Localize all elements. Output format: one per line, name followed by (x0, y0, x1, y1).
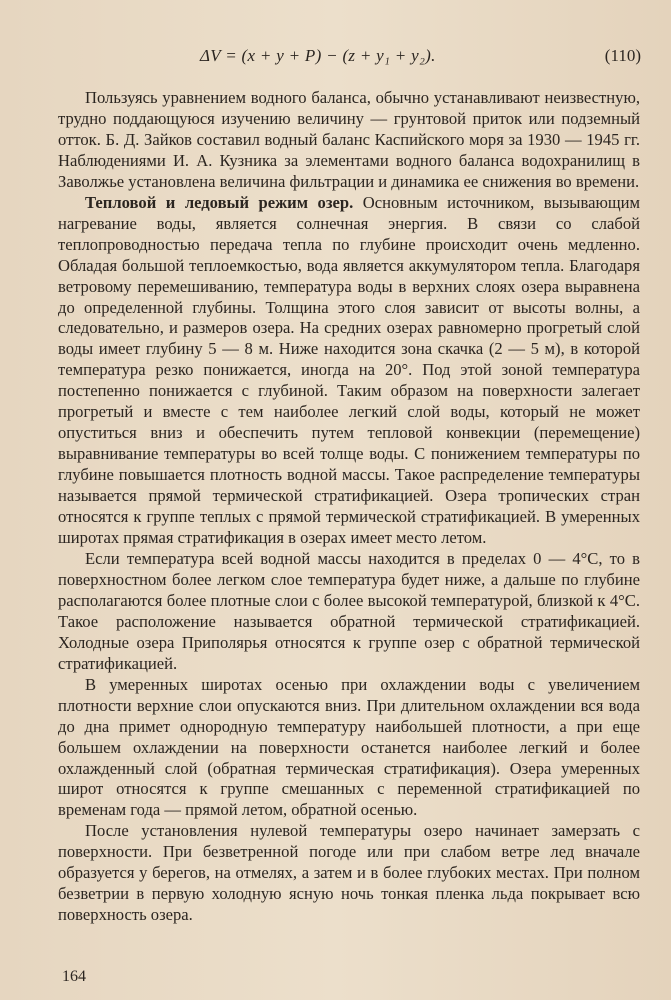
page-number: 164 (62, 968, 86, 985)
paragraph-text: В умеренных широтах осенью при охлаждении воды с увеличением плотности верхние слои опускаются вниз. При длительном охлаждении вся вода до дна примет однородную температуру наибольшей плотности, а при еще большем охлаждении на поверхности останется наиболее легкий и более охлажденный слой (обратная термическая стратификация). Озера умеренных широт относятся к группе смешанных с переменной стратификацией по временам года — прямой летом, обратной осенью. (58, 674, 640, 820)
paragraph (58, 821, 640, 926)
formula-number: (110) (604, 46, 641, 65)
formula-expression: ΔV = (x + y + P) − (z + y₁ + y₂). (200, 46, 436, 65)
paragraph-text: Если температура всей водной массы находится в пределах 0 — 4°С, то в поверхностном более легком слое температура будет ниже, а дальше по глубине располагаются более плотные слои с более высокой температурой, близкой к 4°С. Такое расположение называется обратной термической стратификацией. Холодные озера Приполярья относятся к группе озер с обратной термической стратификацией. (58, 548, 640, 673)
paragraph (58, 675, 640, 822)
paragraph-text: Основным источником, вызывающим нагревание воды, является солнечная энергия. В связи со слабой теплопроводностью передача тепла по глубине происходит очень медленно. Обладая большой теплоемкостью, вода является аккумулятором тепла. Благодаря ветровому перемешиванию, температура воды в верхних слоях озера выравнена до определенной глубины. Толщина этого слоя зависит от высоты волны, а следовательно, и размеров озера. На средних озерах равномерно прогретый слой воды имеет глубину 5 — 8 м. Ниже находится зона скачка (2 — 5 м), в которой температура резко понижается, иногда на 20°. Под этой зоной температура постепенно понижается с глубиной. Таким образом на поверхности залегает прогретый и вместе с тем наиболее легкий слой воды, который не может опуститься вниз и обеспечить путем тепловой конвекции (перемещение) выравнивание температуры во всей толще воды. С понижением температуры по глубине повышается плотность водной массы. Такое распределение температуры называется прямой термической стратификацией. Озера тропических стран относятся к группе теплых с прямой термической стратификацией. В умеренных широтах прямая стратификация в озерах имеет место летом. (58, 192, 640, 548)
paragraph-text: Пользуясь уравнением водного баланса, обычно устанавливают неизвестную, трудно поддающуюся изучению величину — грунтовой приток или подземный отток. Б. Д. Зайков составил водный баланс Каспийского моря за 1930 — 1945 гг. Наблюдениями И. А. Кузника за элементами водного баланса водохранилищ в Заволжье установлена величина фильтрации и динамика ее снижения во времени. (58, 88, 640, 191)
body-text (58, 88, 640, 926)
section-heading: Тепловой и ледовый режим озер. (85, 192, 354, 212)
water-balance-formula (60, 44, 641, 74)
paragraph (58, 88, 640, 193)
paragraph (58, 549, 640, 675)
paragraph (58, 193, 640, 549)
paragraph-text: После установления нулевой температуры озеро начинает замерзать с поверхности. При безветренной погоде или при слабом ветре лед вначале образуется у берегов, на отмелях, а затем и в более глубоких местах. При полном безветрии в первую холодную ясную ночь тонкая пленка льда покрывает всю поверхность озера. (58, 821, 640, 925)
